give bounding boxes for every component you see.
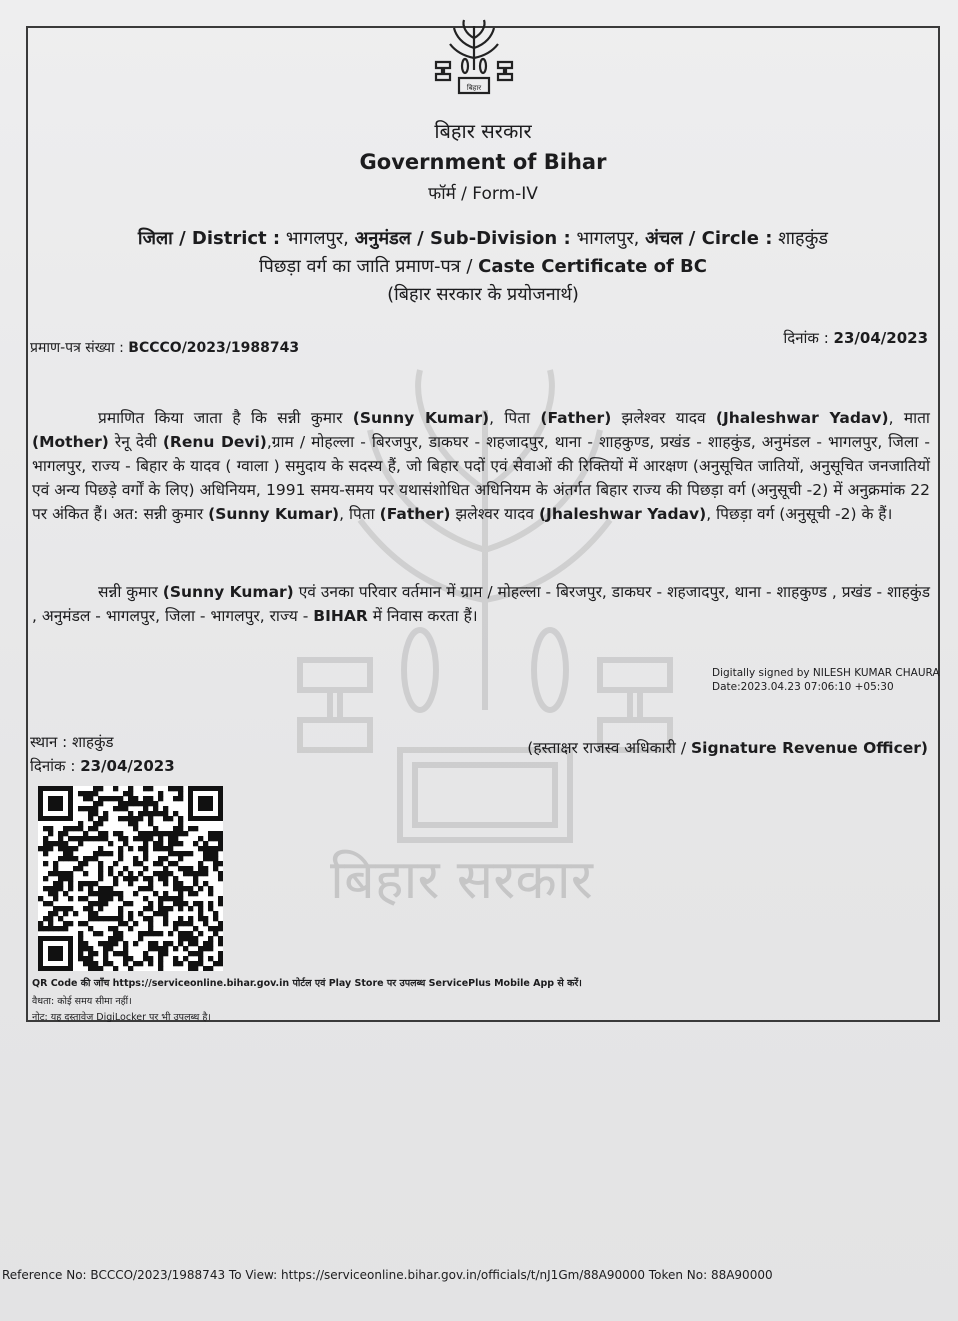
place-label: स्थान : bbox=[30, 733, 68, 751]
certificate-title-hindi: पिछड़ा वर्ग का जाति प्रमाण-पत्र / bbox=[259, 256, 473, 277]
para1-text-2: , पिता bbox=[489, 409, 531, 427]
para1-name-english-2: (Sunny Kumar) bbox=[208, 505, 340, 523]
para1-father-tag-2: (Father) bbox=[379, 505, 451, 523]
para1-mother-english: (Renu Devi) bbox=[162, 433, 267, 451]
place-date-label: दिनांक : bbox=[30, 757, 76, 775]
certificate-title bbox=[26, 254, 940, 278]
qr-verification-note: QR Code की जाँच https://serviceonline.bihar.gov.in पोर्टल एवं Play Store पर उपलब्ध ServicePlus Mobile App से करें। bbox=[32, 978, 582, 989]
subdivision-value: भागलपुर, bbox=[576, 228, 640, 249]
place bbox=[30, 732, 114, 752]
circle-value: शाहकुंड bbox=[778, 228, 829, 249]
watermark-text: बिहार सरकार bbox=[330, 848, 593, 911]
place-date-value: 23/04/2023 bbox=[80, 757, 175, 775]
para1-text-1: प्रमाणित किया जाता है कि सन्नी कुमार bbox=[98, 409, 343, 427]
para1-text-6: ,ग्राम / मोहल्ला - बिरजपुर, डाकघर - शहजादपुर, थाना - शाहकुण्ड, प्रखंड - शाहकुंड, अनुमंडल - भागलपुर, जिला - भागलपुर, राज्य - बिहार के यादव ( ग्वाला ) समुदाय के सदस्य हैं, जो बिहार पदों एवं सेवाओं की रिक्तियों में आरक्षण (अनुसूचित जातियों, अनुसूचित जनजातियों एवं अन्य पिछड़े वर्गों के लिए) अधिनियम, 1991 समय-समय पर यथासंशोधित अधिनियम के अंतर्गत बिहार राज्य की पिछड़ा वर्ग (अनुसूची -2) में अनुक्रमांक 22 पर अंकित हैं। अत: सन्नी कुमार bbox=[32, 433, 930, 523]
bihar-emblem-icon bbox=[432, 18, 516, 96]
para1-text-5: रेनू देवी bbox=[114, 433, 157, 451]
validity-note: वैधता: कोई समय सीमा नहीं। bbox=[32, 996, 132, 1007]
para2-text-2: एवं उनका परिवार वर्तमान में ग्राम / मोहल्ला - बिरजपुर, डाकघर - शहजादपुर, थाना - शाहकुण्ड , प्रखंड - शाहकुंड , अनुमंडल - भागलपुर, जिला - भागलपुर, राज्य - bbox=[32, 583, 930, 625]
state-title-hindi: बिहार सरकार bbox=[434, 119, 532, 143]
subdivision-label: अनुमंडल / Sub-Division : bbox=[354, 228, 571, 249]
para1-mother-tag: (Mother) bbox=[32, 433, 109, 451]
digital-signature-date: Date:2023.04.23 07:06:10 +05:30 bbox=[712, 681, 894, 693]
signature-role-english: Signature Revenue Officer) bbox=[691, 739, 928, 757]
circle-label: अंचल / Circle : bbox=[645, 228, 773, 249]
certificate-purpose: (बिहार सरकार के प्रयोजनार्थ) bbox=[387, 284, 579, 305]
para1-text-7: , पिता bbox=[339, 505, 375, 523]
certificate-number-label: प्रमाण-पत्र संख्या : bbox=[30, 340, 124, 356]
place-date bbox=[30, 756, 175, 776]
para1-text-9: , पिछड़ा वर्ग (अनुसूची -2) के हैं। bbox=[706, 505, 893, 523]
district-label: जिला / District : bbox=[137, 228, 281, 249]
signature-role bbox=[527, 736, 928, 758]
reference-footer: Reference No: BCCCO/2023/1988743 To View: https://serviceonline.bihar.gov.in/officials/t/nJ1Gm/88A90000 Token No: 88A90000 bbox=[2, 1268, 773, 1282]
district-line bbox=[26, 226, 940, 250]
place-value: शाहकुंड bbox=[71, 733, 114, 751]
para1-father-english-2: (Jhaleshwar Yadav) bbox=[538, 505, 707, 523]
para2-text-3: में निवास करता हैं। bbox=[372, 607, 478, 625]
signature-role-hindi: (हस्ताक्षर राजस्व अधिकारी / bbox=[527, 739, 687, 757]
state-title-english: Government of Bihar bbox=[359, 150, 607, 174]
qr-code-icon[interactable] bbox=[38, 786, 223, 971]
digital-signature bbox=[712, 666, 940, 694]
certificate-number bbox=[30, 338, 299, 357]
certificate-title-english: Caste Certificate of BC bbox=[478, 256, 707, 277]
certificate-body-paragraph-1 bbox=[32, 406, 930, 526]
para1-father-tag: (Father) bbox=[540, 409, 612, 427]
para2-text-1: सन्नी कुमार bbox=[98, 583, 158, 601]
certificate-number-value: BCCCO/2023/1988743 bbox=[128, 340, 300, 356]
para1-text-4: , माता bbox=[888, 409, 930, 427]
emblem-label: बिहार bbox=[466, 84, 482, 92]
digilocker-note: नोट: यह दस्तावेज DigiLocker पर भी उपलब्ध है। bbox=[32, 1012, 211, 1023]
para1-text-3: झलेश्वर यादव bbox=[621, 409, 706, 427]
para1-father-english: (Jhaleshwar Yadav) bbox=[715, 409, 889, 427]
issue-date-value: 23/04/2023 bbox=[833, 329, 928, 347]
certificate-body-paragraph-2 bbox=[32, 580, 930, 628]
digital-signature-signer: Digitally signed by NILESH KUMAR CHAURA bbox=[712, 667, 940, 679]
para1-name-english: (Sunny Kumar) bbox=[352, 409, 490, 427]
form-title: फॉर्म / Form-IV bbox=[428, 184, 538, 204]
para1-text-8: झलेश्वर यादव bbox=[455, 505, 535, 523]
para2-state-english: BIHAR bbox=[313, 607, 368, 625]
issue-date-label: दिनांक : bbox=[783, 329, 829, 347]
issue-date bbox=[783, 328, 928, 348]
district-value: भागलपुर, bbox=[285, 228, 349, 249]
para2-name-english: (Sunny Kumar) bbox=[162, 583, 294, 601]
